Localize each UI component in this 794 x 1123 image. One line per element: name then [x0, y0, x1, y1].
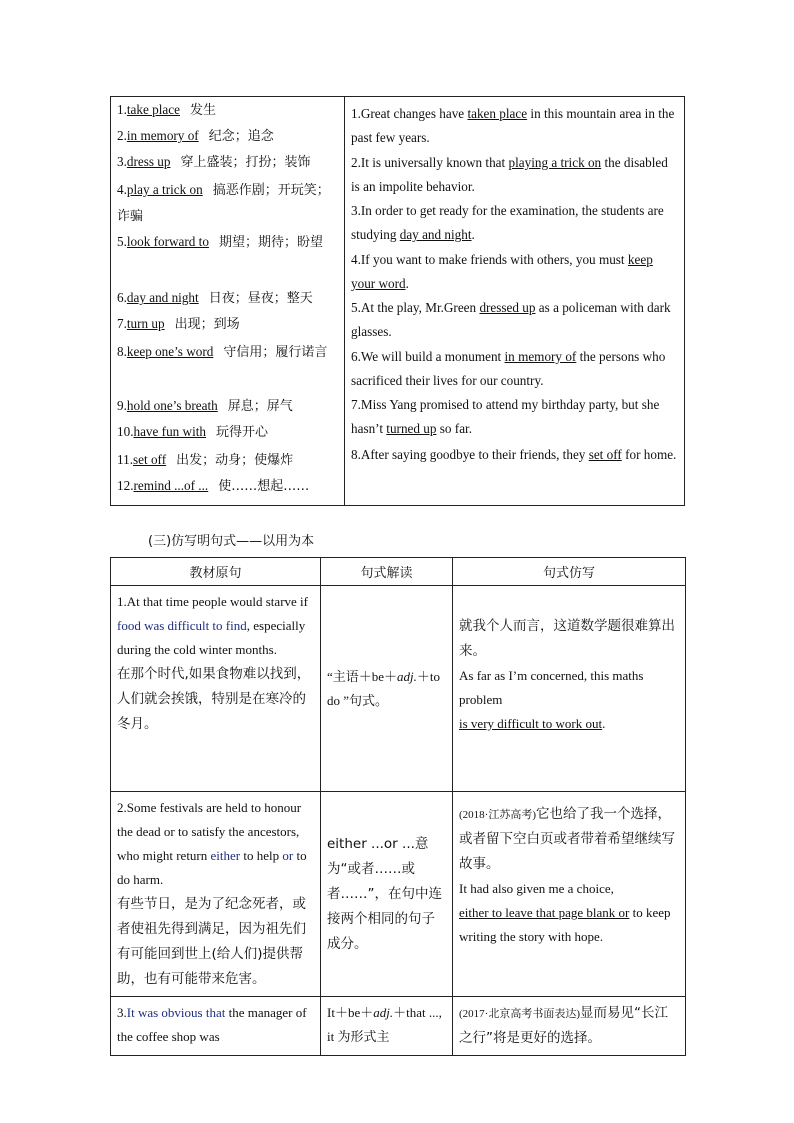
exercise-item: 1.Great changes have taken place in this mountain area in the past few years. — [351, 106, 675, 145]
exercise-item: 4.If you want to make friends with others, you must keep your word. — [351, 252, 653, 291]
phrase-item: 4.play a trick on 搞恶作剧；开玩笑；诈骗 — [117, 182, 330, 224]
exercise-item: 5.At the play, Mr.Green dressed up as a policeman with dark glasses. — [351, 300, 671, 339]
phrase-item: 6.day and night 日夜；昼夜；整天 — [117, 290, 313, 306]
answer-blank: either to leave that page blank or — [459, 905, 630, 920]
answer-blank: turned up — [386, 421, 437, 436]
phrase-item: 1.take place 发生 — [117, 102, 216, 118]
answer-blank: keep your word — [351, 252, 653, 291]
answer-blank: dressed up — [479, 300, 536, 315]
header-imitate: 句式仿写 — [453, 558, 686, 586]
answer-blank: day and night — [399, 227, 472, 242]
answer-blank: is very difficult to work out — [459, 716, 603, 731]
table-row — [111, 997, 686, 1056]
exercise-item: 2.It is universally known that playing a trick on the disabled is an impolite behavior. — [351, 155, 668, 194]
exercise-item: 8.After saying goodbye to their friends, they set off for home. — [351, 447, 677, 462]
table-row — [111, 792, 686, 997]
vocab-table — [110, 96, 685, 506]
phrase-item: 12.remind ...of ... 使……想起…… — [117, 478, 310, 494]
answer-blank: in memory of — [504, 349, 577, 364]
imitation: (2017·北京高考书面表达)显而易见“长江之行”将是更好的选择。 — [453, 997, 686, 1056]
table-row — [111, 586, 686, 792]
explanation: “主语＋be＋adj.＋to do ”句式。 — [321, 586, 453, 792]
answer-blank: playing a trick on — [508, 155, 602, 170]
exercise-list — [345, 97, 684, 505]
section-title: (三)仿写明句式——以用为本 — [148, 534, 315, 549]
header-row — [111, 558, 686, 586]
answer-blank: taken place — [467, 106, 528, 121]
original-sentence: 3.It was obvious that the manager of the coffee shop was — [111, 997, 321, 1056]
phrase-item: 11.set off 出发；动身；使爆炸 — [117, 452, 294, 468]
original-sentence: 1.At that time people would starve if food was difficult to find, especially during the cold winter months. 在那个时代,如果食物难以找到，人们就会挨饿，特别是在寒冷的冬月。 — [111, 586, 321, 792]
phrase-item: 8.keep one’s word 守信用；履行诺言 — [117, 344, 328, 360]
answer-blank: set off — [588, 447, 622, 462]
phrase-item: 5.look forward to 期望；期待；盼望 — [117, 234, 323, 250]
phrase-list — [111, 97, 345, 505]
phrase-item: 3.dress up 穿上盛装；打扮；装饰 — [117, 154, 311, 170]
header-explain: 句式解读 — [321, 558, 453, 586]
header-original: 教材原句 — [111, 558, 321, 586]
explanation: It＋be＋adj.＋that ..., it 为形式主 — [321, 997, 453, 1056]
pattern-table — [110, 557, 686, 1056]
phrase-item: 9.hold one’s breath 屏息；屏气 — [117, 398, 293, 414]
phrase-item: 2.in memory of 纪念；追念 — [117, 128, 274, 144]
exercise-item: 7.Miss Yang promised to attend my birthday party, but she hasn’t turned up so far. — [351, 397, 660, 436]
explanation: either ...or ...意为“或者……或者……”，在句中连接两个相同的句子成分。 — [321, 792, 453, 997]
imitation: 就我个人而言，这道数学题很难算出来。 As far as I’m concerned, this maths problem is very difficult to work out. — [453, 586, 686, 792]
phrase-item: 7.turn up 出现；到场 — [117, 316, 240, 332]
highlight-phrase: food was difficult to find — [117, 618, 247, 633]
exercise-item: 6.We will build a monument in memory of the persons who sacrificed their lives for our country. — [351, 349, 666, 388]
original-sentence: 2.Some festivals are held to honour the dead or to satisfy the ancestors, who might return either to help or to do harm. 有些节日，是为了纪念死者，或者使祖先得到满足，因为祖先们有可能回到世上(给人们)提供帮助，也有可能带来危害。 — [111, 792, 321, 997]
phrase-item: 10.have fun with 玩得开心 — [117, 424, 269, 440]
exercise-item: 3.In order to get ready for the examination, the students are studying day and night. — [351, 203, 664, 242]
imitation: (2018·江苏高考)它也给了我一个选择，或者留下空白页或者带着希望继续写故事。 It had also given me a choice, either to leave that page blank or to keep writing the story with hope. — [453, 792, 686, 997]
